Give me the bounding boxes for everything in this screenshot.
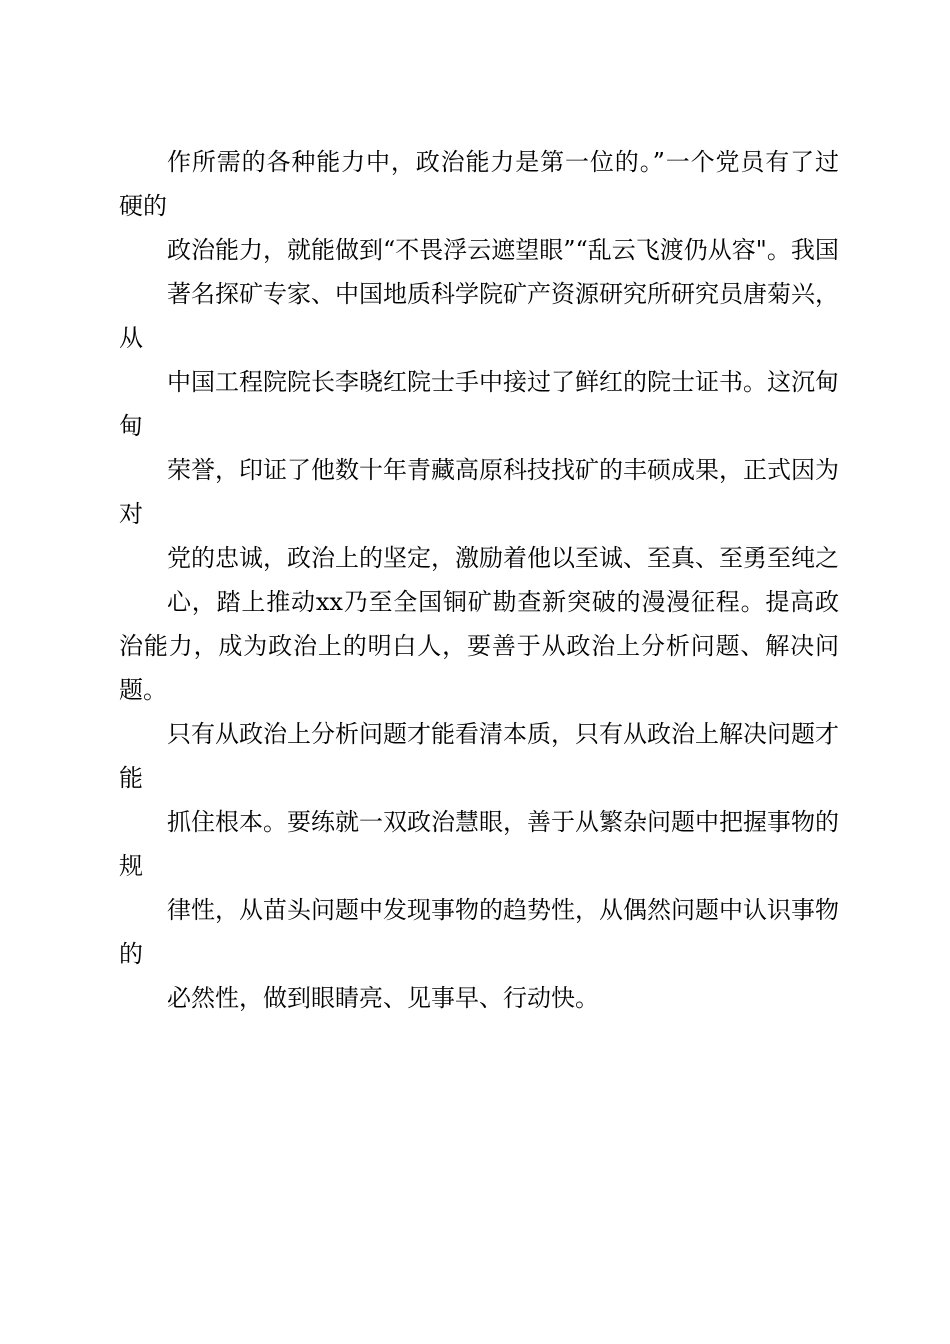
- paragraph: 荣誉，印证了他数十年青藏高原科技找矿的丰硕成果，正式因为对: [119, 456, 839, 528]
- paragraph: 中国工程院院长李晓红院士手中接过了鲜红的院士证书。这沉甸甸: [119, 368, 839, 440]
- paragraph: 心，踏上推动xx乃至全国铜矿勘查新突破的漫漫征程。提高政治能力，成为政治上的明白人，要善于从政治上分析问题、解决问题。: [119, 588, 839, 704]
- paragraph: 作所需的各种能力中，政治能力是第一位的。”一个党员有了过硬的: [119, 148, 839, 220]
- paragraph: 政治能力，就能做到“不畏浮云遮望眼”“乱云飞渡仍从容"。我国: [167, 236, 839, 264]
- paragraph: 律性，从苗头问题中发现事物的趋势性，从偶然问题中认识事物的: [119, 896, 839, 968]
- document-body: [119, 140, 839, 1020]
- paragraph: 著名探矿专家、中国地质科学院矿产资源研究所研究员唐菊兴，从: [119, 280, 839, 352]
- paragraph: 党的忠诚，政治上的坚定，激励着他以至诚、至真、至勇至纯之: [167, 544, 839, 572]
- paragraph: 必然性，做到眼睛亮、见事早、行动快。: [167, 984, 599, 1012]
- paragraph: 只有从政治上分析问题才能看清本质，只有从政治上解决问题才能: [119, 720, 839, 792]
- paragraph: 抓住根本。要练就一双政治慧眼，善于从繁杂问题中把握事物的规: [119, 808, 839, 880]
